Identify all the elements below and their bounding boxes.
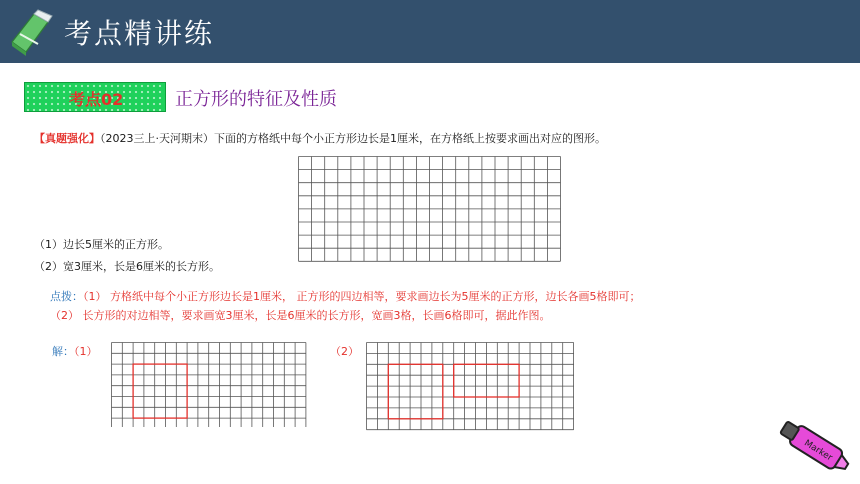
marker-icon — [775, 418, 855, 480]
hint-text-1: （1） 方格纸中每个小正方形边长是1厘米， 正方形的四边相等，要求画边长为5厘米的正方形，边长各画5格即可； — [83, 290, 641, 303]
answer-part-1-label: （1） — [74, 345, 98, 358]
question-item-2: （2）宽3厘米，长是6厘米的长方形。 — [34, 260, 220, 273]
answer-part-2-label: （2） — [330, 345, 359, 358]
answer-tag: 解： — [52, 345, 74, 358]
eraser-icon — [8, 8, 54, 56]
question-tag: 【真题强化】 — [34, 132, 100, 145]
answer-label — [52, 343, 98, 359]
question-line — [34, 130, 606, 146]
page-title: 考点精讲练 — [64, 17, 215, 50]
header-bar — [0, 0, 860, 63]
marker-text: Marker — [802, 438, 834, 464]
question-text: （2023三上·天河期末）下面的方格纸中每个小正方形边长是1厘米，在方格纸上按要求画出对应的图形。 — [100, 132, 606, 145]
drawn-square — [133, 364, 187, 418]
question-item-1: （1）边长5厘米的正方形。 — [34, 238, 169, 251]
answer-grid-square — [111, 342, 309, 427]
hint-line-2: （2） 长方形的对边相等，要求画宽3厘米，长是6厘米的长方形，宽画3格，长画6格即可，据此作图。 — [50, 309, 551, 322]
question-grid — [298, 156, 562, 270]
hint-tag: 点拨： — [50, 290, 83, 303]
section-badge — [24, 82, 166, 112]
badge-label: 考点02 — [69, 90, 124, 109]
answer-grid-rectangle — [366, 342, 576, 431]
section-title: 正方形的特征及性质 — [175, 89, 337, 110]
drawn-square — [388, 364, 443, 419]
hint-line-1 — [50, 288, 640, 304]
